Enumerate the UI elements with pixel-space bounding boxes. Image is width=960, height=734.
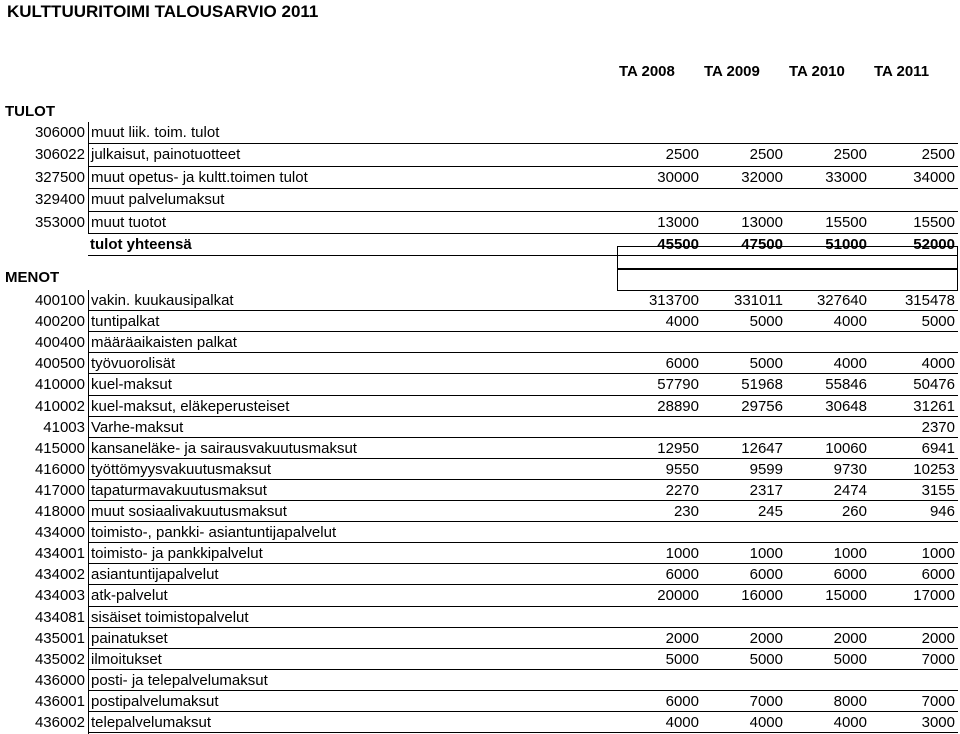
value-cell-2008: 2270 (665, 481, 699, 499)
account-description: työvuorolisät (88, 353, 175, 375)
value-cell-2011: 7000 (921, 692, 955, 710)
value-cell-2008: 5000 (665, 650, 699, 668)
table-row (0, 167, 960, 189)
value-cell-2009: 13000 (741, 213, 783, 231)
table-row (0, 438, 960, 460)
value-cell-2008 (620, 417, 699, 439)
account-code: 416000 (34, 460, 85, 478)
value-cell-2008 (620, 332, 699, 354)
value-cell-2011: 7000 (921, 650, 955, 668)
value-cell-2009 (700, 522, 783, 544)
value-cell-2008: 9550 (665, 460, 699, 478)
account-code: 400400 (34, 334, 85, 352)
account-description: tapaturmavakuutusmaksut (88, 480, 267, 502)
value-cell-2011: 50476 (913, 376, 955, 394)
value-cell-2011: 34000 (913, 168, 955, 186)
account-description: telepalvelumaksut (88, 712, 211, 734)
value-cell-2010: 9730 (833, 460, 867, 478)
value-cell-2008: 4000 (665, 313, 699, 331)
value-cell-2011: 2370 (921, 418, 955, 436)
account-description: tulot yhteensä (90, 236, 192, 253)
account-description: posti- ja telepalvelumaksut (88, 670, 268, 692)
value-cell-2009 (700, 189, 783, 211)
value-cell-2009: 2317 (749, 481, 783, 499)
value-cell-2011: 2500 (921, 146, 955, 164)
table-row (0, 396, 960, 418)
value-cell-2011: 3155 (921, 481, 955, 499)
value-cell-2009: 331011 (734, 292, 783, 309)
account-description: toimisto-, pankki- asiantuntijapalvelut (88, 522, 336, 544)
account-code: 306022 (34, 146, 85, 164)
value-cell-2011: 17000 (913, 587, 955, 605)
value-cell-2008: 230 (673, 503, 699, 520)
account-description: painatukset (88, 628, 168, 650)
table-row (0, 144, 960, 166)
value-cell-2011: 31261 (913, 397, 955, 415)
table-row (0, 670, 960, 692)
value-cell-2009: 5000 (749, 650, 783, 668)
account-code: 417000 (34, 481, 85, 499)
value-cell-2010: 2500 (833, 146, 867, 164)
section-tulot: TULOT (5, 103, 55, 120)
account-description: asiantuntijapalvelut (88, 564, 219, 586)
value-cell-2011 (869, 607, 955, 629)
year-header-2009: TA 2009 (704, 63, 760, 80)
table-row (0, 691, 960, 713)
account-code: 327500 (34, 168, 85, 186)
value-cell-2011: 1000 (921, 545, 955, 563)
account-description: julkaisut, painotuotteet (88, 144, 240, 166)
account-code: 329400 (34, 191, 85, 209)
table-row (0, 459, 960, 481)
value-cell-2008: 6000 (665, 692, 699, 710)
account-code: 434000 (34, 524, 85, 542)
value-cell-2008 (620, 122, 699, 144)
value-cell-2008: 2000 (665, 629, 699, 647)
account-description: sisäiset toimistopalvelut (88, 607, 249, 629)
value-cell-2009 (700, 417, 783, 439)
value-cell-2008: 12950 (657, 439, 699, 457)
account-description: kuel-maksut, eläkeperusteiset (88, 396, 289, 418)
value-cell-2008: 313700 (648, 292, 699, 309)
page-title: KULTTUURITOIMI TALOUSARVIO 2011 (7, 2, 319, 21)
value-cell-2010 (785, 417, 867, 439)
account-code: 436002 (34, 714, 85, 731)
table-row (0, 353, 960, 375)
account-code: 306000 (34, 124, 85, 141)
value-cell-2008: 57790 (657, 376, 699, 394)
account-code: 434001 (34, 545, 85, 563)
value-cell-2011: 2000 (921, 629, 955, 647)
account-code: 400500 (34, 355, 85, 373)
account-description: määräaikaisten palkat (88, 332, 237, 354)
value-cell-2008: 28890 (657, 397, 699, 415)
value-cell-2010: 8000 (833, 692, 867, 710)
value-cell-2011: 3000 (921, 714, 955, 731)
account-code: 410002 (34, 397, 85, 415)
value-cell-2009: 245 (757, 503, 783, 520)
value-cell-2010 (785, 607, 867, 629)
value-cell-2011: 10253 (913, 460, 955, 478)
account-description: työttömyysvakuutusmaksut (88, 459, 271, 481)
row-divider (88, 255, 958, 256)
account-description: kansaneläke- ja sairausvakuutusmaksut (88, 438, 357, 460)
value-cell-2008: 45500 (657, 236, 699, 253)
table-row (0, 607, 960, 629)
table-row (0, 417, 960, 439)
value-cell-2011: 4000 (921, 355, 955, 373)
section-menot: MENOT (5, 269, 60, 286)
value-cell-2009: 9599 (749, 460, 783, 478)
account-description: muut sosiaalivakuutusmaksut (88, 501, 287, 523)
value-cell-2009 (700, 670, 783, 692)
table-row (0, 189, 960, 211)
table-row (0, 649, 960, 671)
value-cell-2009: 12647 (741, 439, 783, 457)
value-cell-2011 (869, 332, 955, 354)
table-row (0, 522, 960, 544)
account-description: muut liik. toim. tulot (88, 122, 219, 144)
account-description: atk-palvelut (88, 585, 168, 607)
account-code: 415000 (34, 439, 85, 457)
table-row (0, 290, 960, 312)
value-cell-2009 (700, 332, 783, 354)
value-cell-2008: 30000 (657, 168, 699, 186)
value-cell-2009: 32000 (741, 168, 783, 186)
value-cell-2008 (620, 607, 699, 629)
account-code: 436001 (34, 692, 85, 710)
value-cell-2010: 51000 (825, 236, 867, 253)
table-row (0, 501, 960, 523)
table-row (0, 212, 960, 234)
account-description: Varhe-maksut (88, 417, 183, 439)
value-cell-2011 (869, 522, 955, 544)
value-cell-2010: 30648 (825, 397, 867, 415)
value-cell-2010 (785, 522, 867, 544)
value-cell-2011: 6941 (921, 439, 955, 457)
value-cell-2009: 6000 (749, 566, 783, 584)
value-cell-2010: 260 (841, 503, 867, 520)
value-cell-2010: 2474 (833, 481, 867, 499)
account-code: 434003 (34, 587, 85, 605)
value-cell-2010 (785, 670, 867, 692)
value-cell-2009: 2500 (749, 146, 783, 164)
account-code: 434002 (34, 566, 85, 584)
total-row (0, 234, 960, 256)
value-cell-2010 (785, 189, 867, 211)
table-row (0, 122, 960, 144)
value-cell-2009 (700, 122, 783, 144)
value-cell-2011 (869, 670, 955, 692)
account-description: vakin. kuukausipalkat (88, 290, 234, 312)
value-cell-2011: 5000 (921, 313, 955, 331)
value-cell-2009: 1000 (749, 545, 783, 563)
value-cell-2009: 5000 (749, 355, 783, 373)
account-code: 418000 (34, 503, 85, 520)
value-cell-2010: 15500 (825, 213, 867, 231)
account-description: kuel-maksut (88, 374, 172, 396)
value-cell-2008: 2500 (665, 146, 699, 164)
value-cell-2008 (620, 522, 699, 544)
account-code: 410000 (34, 376, 85, 394)
account-code: 434081 (34, 608, 85, 626)
account-description: muut opetus- ja kultt.toimen tulot (88, 167, 308, 189)
year-header-2011: TA 2011 (874, 63, 930, 80)
value-cell-2011: 315478 (904, 292, 955, 309)
value-cell-2011: 6000 (921, 566, 955, 584)
account-description: toimisto- ja pankkipalvelut (88, 543, 263, 565)
value-cell-2010: 10060 (825, 439, 867, 457)
value-cell-2009: 2000 (749, 629, 783, 647)
value-cell-2009: 29756 (741, 397, 783, 415)
value-cell-2011 (869, 189, 955, 211)
value-cell-2009: 7000 (749, 692, 783, 710)
value-cell-2008: 13000 (657, 213, 699, 231)
value-cell-2011: 52000 (913, 236, 955, 253)
value-cell-2010: 2000 (833, 629, 867, 647)
value-cell-2008 (620, 189, 699, 211)
value-cell-2010: 15000 (825, 587, 867, 605)
value-cell-2010 (785, 122, 867, 144)
table-row (0, 712, 960, 734)
value-cell-2011: 15500 (913, 213, 955, 231)
account-code: 436000 (34, 671, 85, 689)
account-description: postipalvelumaksut (88, 691, 219, 713)
account-code (0, 234, 88, 256)
value-cell-2008: 1000 (665, 545, 699, 563)
account-code: 41003 (43, 418, 85, 436)
value-cell-2009: 4000 (749, 714, 783, 731)
value-cell-2009 (700, 607, 783, 629)
value-cell-2010: 5000 (833, 650, 867, 668)
account-description: tuntipalkat (88, 311, 159, 333)
table-row (0, 564, 960, 586)
value-cell-2008: 6000 (665, 355, 699, 373)
table-row (0, 543, 960, 565)
value-cell-2009: 51968 (741, 376, 783, 394)
value-cell-2009: 5000 (749, 313, 783, 331)
account-code: 353000 (34, 213, 85, 231)
value-cell-2010: 4000 (833, 714, 867, 731)
value-cell-2008: 20000 (657, 587, 699, 605)
table-row (0, 585, 960, 607)
account-code: 400200 (34, 313, 85, 331)
value-cell-2010: 6000 (833, 566, 867, 584)
table-row (0, 311, 960, 333)
account-code: 435001 (34, 629, 85, 647)
account-description: ilmoitukset (88, 649, 162, 671)
value-cell-2008: 6000 (665, 566, 699, 584)
table-row (0, 374, 960, 396)
value-cell-2009: 47500 (741, 236, 783, 253)
empty-header-frame (617, 269, 958, 291)
value-cell-2010: 4000 (833, 355, 867, 373)
account-description: muut tuotot (88, 212, 166, 234)
table-row (0, 628, 960, 650)
table-row (0, 480, 960, 502)
value-cell-2008 (620, 670, 699, 692)
value-cell-2009: 16000 (741, 587, 783, 605)
year-header-2010: TA 2010 (789, 63, 845, 80)
value-cell-2010: 55846 (825, 376, 867, 394)
value-cell-2011 (869, 122, 955, 144)
value-cell-2008: 4000 (665, 714, 699, 731)
account-description: muut palvelumaksut (88, 189, 224, 211)
account-code: 400100 (34, 292, 85, 309)
value-cell-2010: 327640 (816, 292, 867, 309)
table-row (0, 332, 960, 354)
account-code: 435002 (34, 650, 85, 668)
value-cell-2010 (785, 332, 867, 354)
value-cell-2010: 1000 (833, 545, 867, 563)
value-cell-2010: 4000 (833, 313, 867, 331)
year-header-2008: TA 2008 (619, 63, 675, 80)
value-cell-2011: 946 (929, 503, 955, 520)
value-cell-2010: 33000 (825, 168, 867, 186)
